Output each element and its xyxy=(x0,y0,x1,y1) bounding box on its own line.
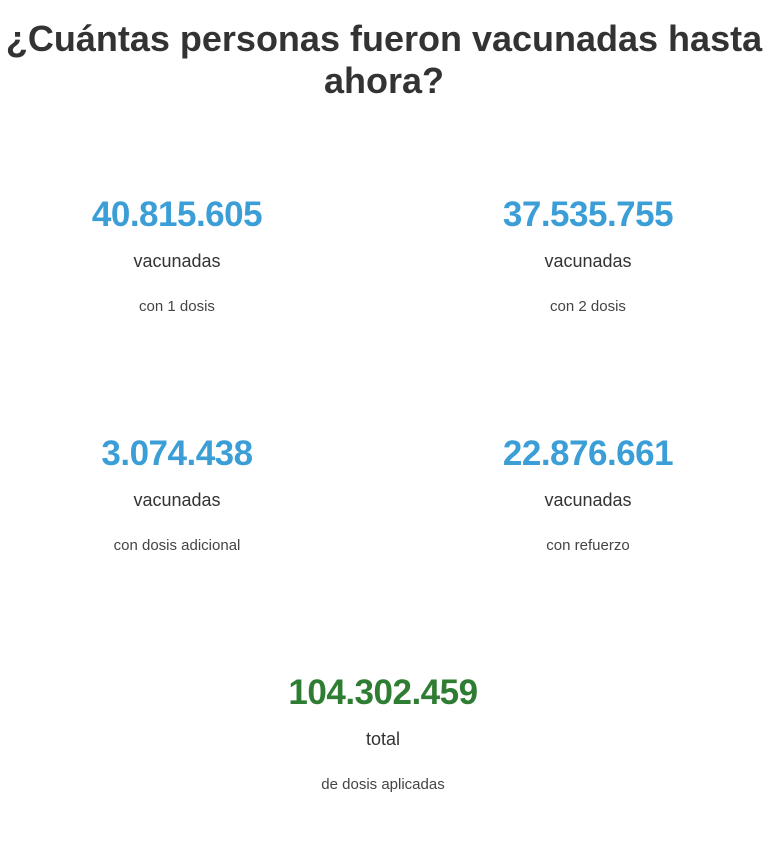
stat-label: total xyxy=(365,729,401,749)
stat-additional-dose xyxy=(27,434,327,555)
stat-value: 104.302.459 xyxy=(288,673,478,712)
stat-value: 40.815.605 xyxy=(91,195,263,234)
stat-sublabel: de dosis aplicadas xyxy=(321,776,445,793)
stat-booster-dose xyxy=(438,434,738,555)
stat-sublabel: con 1 dosis xyxy=(139,298,215,315)
stat-label: vacunadas xyxy=(544,251,632,271)
stat-sublabel: con dosis adicional xyxy=(113,537,241,554)
stat-label: vacunadas xyxy=(544,490,632,510)
stat-value: 22.876.661 xyxy=(502,434,674,473)
stat-second-dose xyxy=(438,195,738,316)
stat-sublabel: con refuerzo xyxy=(546,537,630,554)
stat-value: 37.535.755 xyxy=(502,195,674,234)
stat-total-doses xyxy=(233,673,533,794)
page-title: ¿Cuántas personas fueron vacunadas hasta ahora? xyxy=(5,18,763,101)
stat-label: vacunadas xyxy=(133,251,221,271)
stat-value: 3.074.438 xyxy=(101,434,253,473)
stat-label: vacunadas xyxy=(133,490,221,510)
stat-sublabel: con 2 dosis xyxy=(550,298,626,315)
stat-first-dose xyxy=(27,195,327,316)
